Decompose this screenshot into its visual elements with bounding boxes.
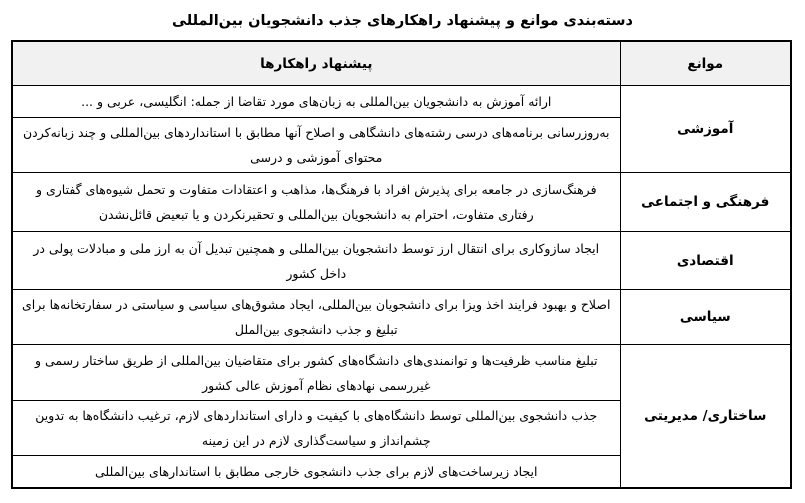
table-row xyxy=(12,232,791,290)
column-header-solutions: پیشنهاد راهکارها xyxy=(12,41,620,86)
category-cell-educational: آموزشی xyxy=(620,86,791,173)
solution-cell: به‌روزرسانی برنامه‌های درسی رشته‌های دانشگاهی و اصلاح آنها مطابق با استانداردهای بین‌المللی و چند زبانه‌کردن محتوای آموزشی و درسی xyxy=(12,118,620,173)
obstacles-solutions-table xyxy=(11,40,792,489)
table-row xyxy=(12,173,791,232)
solution-cell: ایجاد سازوکاری برای انتقال ارز توسط دانشجویان بین‌المللی و همچنین تبدیل آن به ارز ملی و مبادلات پولی در داخل کشور xyxy=(12,232,620,290)
category-cell-economic: اقتصادی xyxy=(620,232,791,290)
category-cell-political: سیاسی xyxy=(620,290,791,345)
category-cell-cultural-social: فرهنگی و اجتماعی xyxy=(620,173,791,232)
solution-cell: فرهنگ‌سازی در جامعه برای پذیرش افراد با فرهنگ‌ها، مذاهب و اعتقادات متفاوت و تحمل شیوه‌های گفتاری و رفتاری متفاوت، احترام به دانشجویان بین‌المللی و تحقیرنکردن و یا تبعیض قائل‌نشدن xyxy=(12,173,620,232)
column-header-obstacles: موانع xyxy=(620,41,791,86)
category-cell-structural-managerial: ساختاری/ مدیریتی xyxy=(620,345,791,489)
table-row xyxy=(12,290,791,345)
page-title: دسته‌بندی موانع و پیشنهاد راهکارهای جذب دانشجویان بین‌المللی xyxy=(172,13,633,29)
solution-cell: اصلاح و بهبود فرایند اخذ ویزا برای دانشجویان بین‌المللی، ایجاد مشوق‌های سیاسی و سیاستی در سفارتخانه‌ها برای تبلیغ و جذب دانشجوی بین‌الملل xyxy=(12,290,620,345)
header-row xyxy=(12,41,791,86)
table-row xyxy=(12,345,791,401)
solution-cell: تبلیغ مناسب ظرفیت‌ها و توانمندی‌های دانشگاه‌های کشور برای متقاضیان بین‌المللی از طریق ساختار رسمی و غیررسمی نهادهای نظام آموزش عالی کشور xyxy=(12,345,620,401)
solution-cell: ارائه آموزش به دانشجویان بین‌المللی به زبان‌های مورد تقاضا از جمله: انگلیسی، عربی و ... xyxy=(12,86,620,118)
solution-cell: جذب دانشجوی بین‌المللی توسط دانشگاه‌های با کیفیت و دارای استانداردهای لازم، ترغیب دانشگاه‌ها به تدوین چشم‌انداز و سیاست‌گذاری لازم در این زمینه xyxy=(12,401,620,456)
table-row xyxy=(12,86,791,118)
solution-cell: ایجاد زیرساخت‌های لازم برای جذب دانشجوی خارجی مطابق با استاندارهای بین‌المللی xyxy=(12,456,620,489)
